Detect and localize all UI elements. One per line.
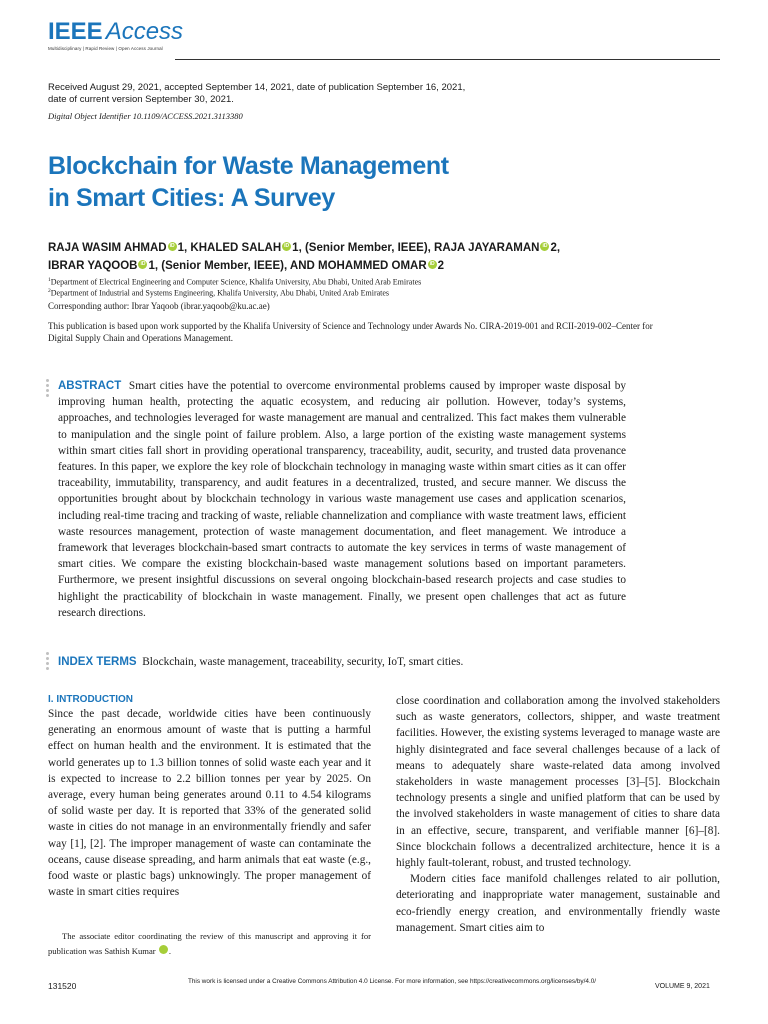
license-notice[interactable]: This work is licensed under a Creative Commons Attribution 4.0 License. For more information, see https://creativecommons.org/licenses/by/4.0/: [187, 978, 597, 985]
abstract-heading: ABSTRACT: [58, 380, 122, 392]
journal-logo: [48, 20, 183, 51]
author-list: RAJA WASIM AHMAD iD 1, KHALED SALAH iD 1, (Senior Member, IEEE), RAJA JAYARAMAN iD 2, IBRAR YAQOOB iD 1, (Senior Member, IEEE), AND MOHAMMED OMAR iD 2: [48, 242, 561, 272]
journal-name: IEEE Access: [48, 18, 184, 45]
orcid-icon[interactable]: iD: [169, 243, 175, 249]
journal-tagline: Multidisciplinary | Rapid Review | Open Access Journal: [48, 46, 163, 51]
paragraph: Since the past decade, worldwide cities have been continuously generating an enormous amount of waste that is putting a harmful effect on human health and the environment. It is estimated that the world generates up to 1.3 billion tonnes of solid waste each year and it is expected to increase to 2.2 billion tonnes per year by 2025. On average, every human being generates around 0.11 to 4.54 kilograms of solid waste per day. It is reported that 33% of the generated solid waste in cities do not manage in an environmentally friendly and safer way [1], [2]. The improper management of waste can contaminate the oceans, cause disease spreading, and harm animals that eat waste (e.g., food waste or plastic bags) unknowingly. The proper management of waste in smart cities requires: [48, 708, 371, 899]
affiliations: [48, 276, 648, 298]
index-terms-marker-icon: [46, 652, 50, 672]
orcid-icon[interactable]: iD: [140, 261, 146, 267]
orcid-icon[interactable]: iD: [429, 261, 435, 267]
page-number: 131520: [48, 981, 77, 991]
orcid-icon[interactable]: iD: [542, 243, 548, 249]
header-rule: [175, 59, 720, 60]
left-column: [48, 693, 371, 900]
index-terms-heading: INDEX TERMS: [58, 656, 137, 668]
section-heading: I. INTRODUCTION: [48, 694, 133, 705]
abstract-marker-icon: [46, 379, 50, 399]
orcid-icon[interactable]: iD: [284, 243, 290, 249]
orcid-icon[interactable]: iD: [159, 945, 168, 954]
right-column: [396, 693, 720, 936]
affiliation-1: $^1$Department of Electrical Engineering and Computer Science, Khalifa University, Abu Dhabi, United Arab Emirates: [48, 277, 422, 287]
publication-dates: Received August 29, 2021, accepted September 14, 2021, date of publication September 16, 2021, date of current version September 30, 2021.: [48, 82, 466, 105]
paragraph: Modern cities face manifold challenges related to air pollution, deteriorating and inappropriate water management, sustainable and eco-friendly energy creation, and environmentally friendly waste management. Smart cities aim to: [396, 873, 720, 934]
paper-title: Blockchain for Waste Management in Smart Cities: A Survey: [48, 152, 449, 212]
index-terms: INDEX TERMS Blockchain, waste management, traceability, security, IoT, smart cities.: [58, 656, 464, 668]
volume-label: VOLUME 9, 2021: [655, 983, 710, 990]
paragraph: close coordination and collaboration among the involved stakeholders such as waste generators, collectors, shipper, and waste treatment facilities. However, the existing systems leveraged to manage waste are highly disintegrated and face several challenges because of a lack of means to adequately share waste-related data among involved stakeholders in waste management processes [3]–[5]. Blockchain technology presents a single and unified platform that can be used by the involved stakeholders in waste management of cities to share data in an effective, secure, transparent, and verifiable manner [6]–[8]. Since blockchain follows a decentralized architecture, hence it is a highly fault-tolerant, robust, and trusted technology.: [396, 695, 720, 870]
funding-statement: This publication is based upon work supported by the Khalifa University of Science and Technology under Awards No. CIRA-2019-001 and RCII-2019-002–Center for Digital Supply Chain and Operations Management.: [48, 321, 653, 343]
affiliation-2: $^2$Department of Industrial and Systems Engineering, Khalifa University, Abu Dhabi, United Arab Emirates: [48, 288, 390, 298]
abstract: ABSTRACT Smart cities have the potential to overcome environmental problems caused by improper waste disposal by improving human health, protecting the aquatic ecosystem, and reducing air pollution. However, today’s systems, approaches, and technologies leveraged for waste management are manual and centralized. This fact makes them vulnerable to manipulation and the single point of failure problem. Also, a large portion of the existing waste management systems within smart cities fall short in providing operational transparency, traceability, audit, security, and trusted data provenance features. In this paper, we explore the key role of blockchain technology in managing waste within smart cities as it can offer traceability, immutability, transparency, and audit features in a decentralized, trusted, and secure manner. We discuss the opportunities brought about by blockchain technology in various waste management use cases and application scenarios, including real-time tracing and tracking of waste, reliable channelization and compliance with waste treatment laws, efficient waste resources management, protection of waste management documentation, and fleet management. We introduce a framework that leverages blockchain-based smart contracts to automate the key services in terms of waste management of smart cities. We compare the existing blockchain-based waste management solutions based on important parameters. Furthermore, we present insightful discussions on several ongoing blockchain-based research projects and case studies to highlight the practicability of blockchain in waste management. Finally, we present open challenges that act as future research directions.: [58, 380, 627, 619]
doi: Digital Object Identifier 10.1109/ACCESS.2021.3113380: [48, 111, 243, 121]
corresponding-author: Corresponding author: Ibrar Yaqoob (ibrar.yaqoob@ku.ac.ae): [48, 301, 270, 311]
editor-footnote: The associate editor coordinating the review of this manuscript and approving it for publication was Sathish Kumar iD.: [48, 931, 371, 956]
